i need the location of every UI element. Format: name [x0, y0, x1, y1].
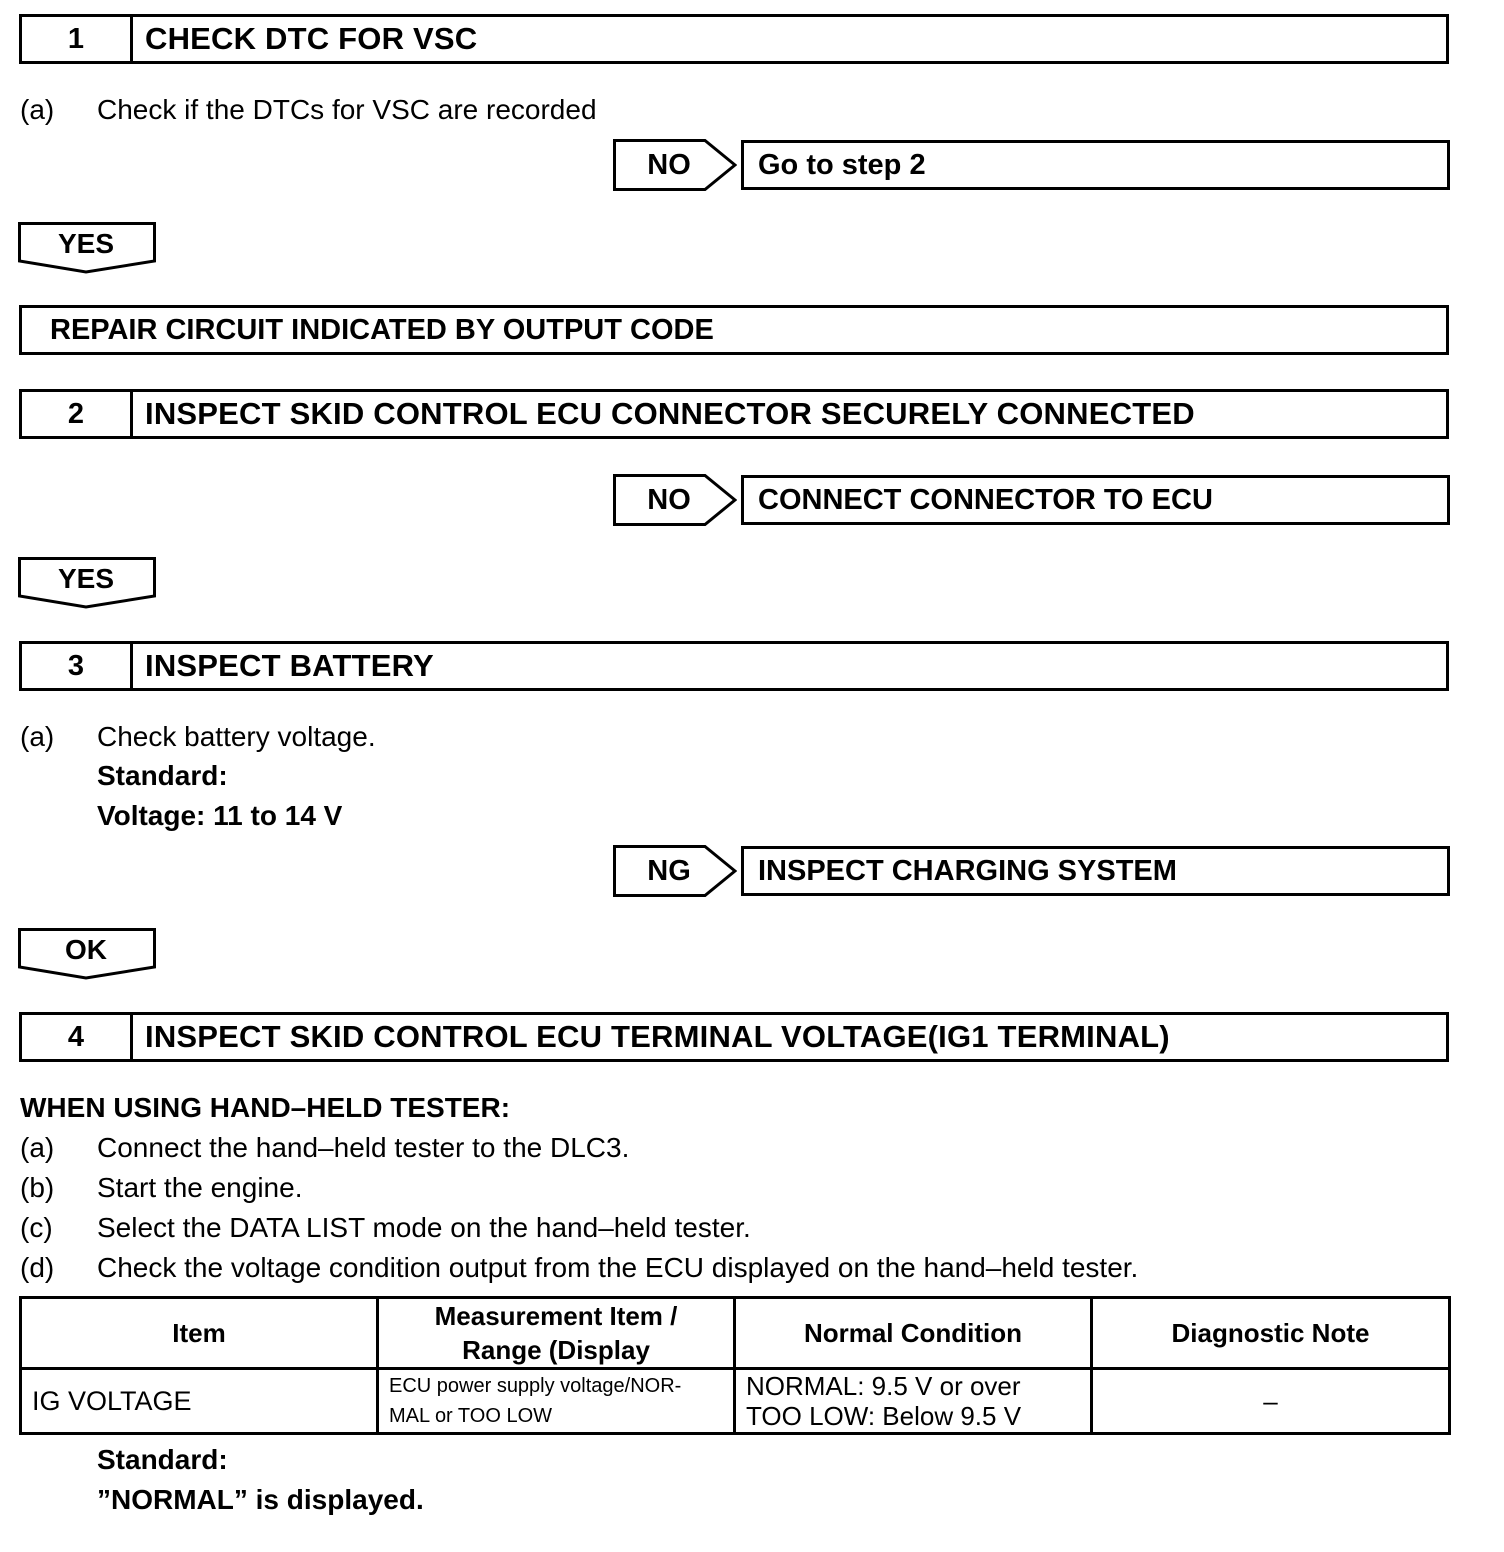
table-header-row — [21, 1298, 1450, 1369]
standard-value: Voltage: 11 to 14 V — [97, 800, 343, 831]
header-measurement: Measurement Item / Range (Display — [378, 1298, 735, 1369]
no-branch-arrow — [613, 474, 737, 526]
yes-down-arrow — [18, 222, 156, 274]
step-number: 4 — [22, 1015, 133, 1059]
header-diagnostic-note: Diagnostic Note — [1092, 1298, 1450, 1369]
tester-heading: WHEN USING HAND–HELD TESTER: — [20, 1092, 511, 1123]
step-number: 2 — [22, 392, 133, 436]
cell-measurement: ECU power supply voltage/NOR- MAL or TOO LOW — [378, 1369, 735, 1434]
step-title: INSPECT SKID CONTROL ECU TERMINAL VOLTAGE(IG1 TERMINAL) — [145, 1019, 1170, 1054]
no-branch-arrow — [613, 139, 737, 191]
step-number: 1 — [22, 17, 133, 61]
cell-normal-condition: NORMAL: 9.5 V or over TOO LOW: Below 9.5 V — [735, 1369, 1092, 1434]
item-text: Check if the DTCs for VSC are recorded — [97, 94, 597, 125]
item-label: (a) — [20, 1132, 55, 1163]
ng-branch-arrow — [613, 845, 737, 897]
item-text: Start the engine. — [97, 1172, 303, 1203]
step-number: 3 — [22, 644, 133, 688]
step-1-header — [19, 14, 1449, 64]
standard-label: Standard: — [97, 760, 228, 791]
branch-result: INSPECT CHARGING SYSTEM — [741, 846, 1450, 896]
standard-value: ”NORMAL” is displayed. — [97, 1484, 424, 1515]
item-label: (a) — [20, 94, 55, 125]
down-label: YES — [57, 228, 115, 259]
item-text: Check battery voltage. — [97, 721, 376, 752]
ok-down-arrow — [18, 928, 156, 980]
item-label: (a) — [20, 721, 55, 752]
step-4-header — [19, 1012, 1449, 1062]
branch-result: Go to step 2 — [741, 140, 1450, 190]
step-title: INSPECT SKID CONTROL ECU CONNECTOR SECURELY CONNECTED — [145, 396, 1195, 431]
item-label: (c) — [20, 1212, 53, 1243]
yes-down-arrow — [18, 557, 156, 609]
data-list-table — [19, 1296, 1451, 1435]
repair-box: REPAIR CIRCUIT INDICATED BY OUTPUT CODE — [19, 305, 1449, 355]
item-text: Connect the hand–held tester to the DLC3. — [97, 1132, 630, 1163]
header-normal-condition: Normal Condition — [735, 1298, 1092, 1369]
item-text: Select the DATA LIST mode on the hand–held tester. — [97, 1212, 751, 1243]
branch-result: CONNECT CONNECTOR TO ECU — [741, 475, 1450, 525]
standard-label: Standard: — [97, 1444, 228, 1475]
step-2-header — [19, 389, 1449, 439]
branch-label: NO — [647, 483, 691, 516]
step-3-header — [19, 641, 1449, 691]
cell-diagnostic-note: – — [1092, 1369, 1450, 1434]
down-label: OK — [65, 934, 107, 965]
branch-label: NG — [647, 854, 691, 887]
item-label: (b) — [20, 1172, 55, 1203]
step-title: CHECK DTC FOR VSC — [145, 21, 478, 56]
step-title: INSPECT BATTERY — [145, 648, 434, 683]
branch-label: NO — [647, 148, 691, 181]
item-label: (d) — [20, 1252, 55, 1283]
item-text: Check the voltage condition output from the ECU displayed on the hand–held tester. — [97, 1252, 1139, 1283]
table-row — [21, 1369, 1450, 1434]
cell-item: IG VOLTAGE — [21, 1369, 378, 1434]
header-item: Item — [21, 1298, 378, 1369]
down-label: YES — [57, 563, 115, 594]
